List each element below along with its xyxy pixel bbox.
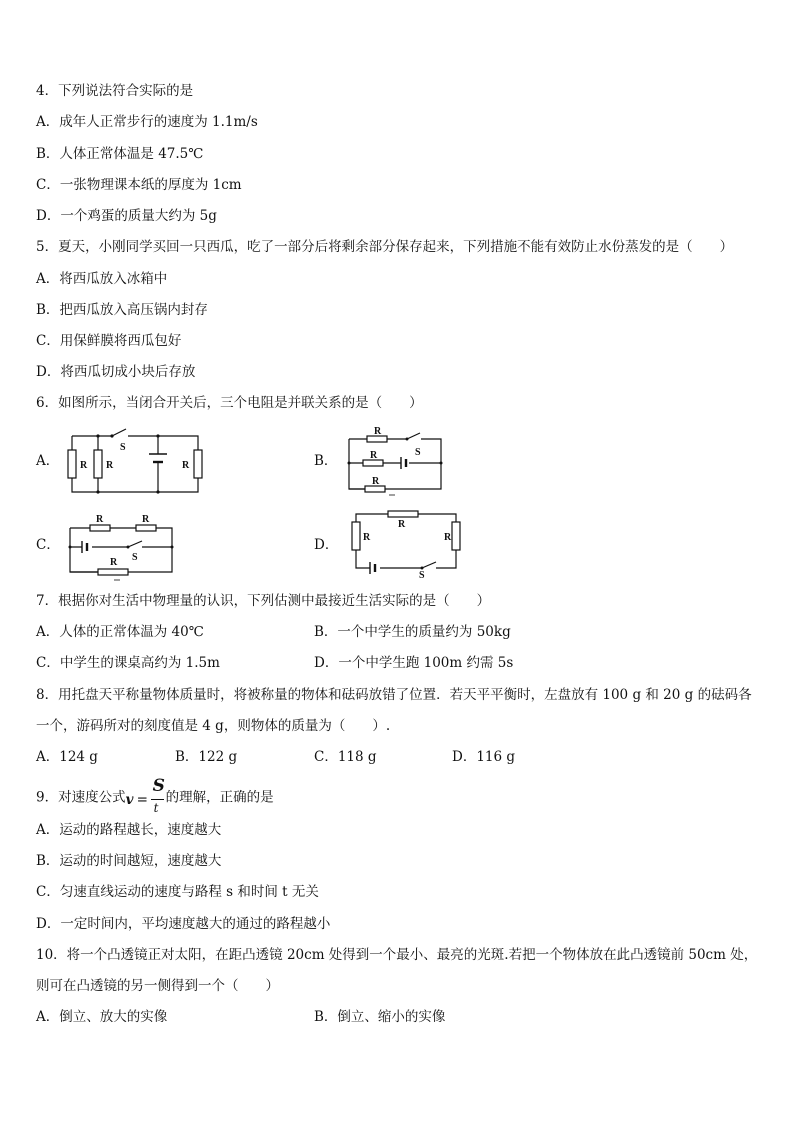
q8-option-d: D．116 g xyxy=(452,749,516,765)
formula-equals: = xyxy=(136,792,148,808)
resistor-label: R xyxy=(80,460,88,471)
resistor-label: R xyxy=(182,460,190,471)
resistor-label: R xyxy=(363,532,371,543)
q8-option-a: A．124 g xyxy=(36,749,98,765)
q6-option-b-label: B． xyxy=(314,453,338,469)
q9-option-a: A．运动的路程越长，速度越大 xyxy=(36,822,222,838)
resistor-label: R xyxy=(372,476,380,487)
q4-option-a: A．成年人正常步行的速度为 1.1m/s xyxy=(36,114,258,130)
q8-option-b: B．122 g xyxy=(175,749,238,765)
q9-stem-suffix: 的理解，正确的是 xyxy=(165,789,274,806)
circuit-diagram-c xyxy=(66,510,176,580)
resistor-label: R xyxy=(374,426,382,437)
resistor-label: R xyxy=(398,519,406,530)
q7-option-c: C．中学生的课桌高约为 1.5m xyxy=(36,655,220,671)
formula-v: v xyxy=(125,792,134,808)
q5-option-b: B．把西瓜放入高压锅内封存 xyxy=(36,302,208,318)
switch-label: S xyxy=(415,447,421,458)
q9-option-d: D．一定时间内，平均速度越大的通过的路程越小 xyxy=(36,916,331,932)
q4-stem: 4．下列说法符合实际的是 xyxy=(36,83,194,99)
q7-option-a: A．人体的正常体温为 40℃ xyxy=(36,624,204,640)
circuit-diagram-d xyxy=(348,506,464,581)
q10-option-a: A．倒立、放大的实像 xyxy=(36,1009,168,1025)
resistor-label: R xyxy=(96,514,104,525)
q4-option-c: C．一张物理课本纸的厚度为 1cm xyxy=(36,177,242,193)
q5-stem: 5．夏天，小刚同学买回一只西瓜，吃了一部分后将剩余部分保存起来，下列措施不能有效防止水份蒸发的是（ ） xyxy=(36,239,734,255)
resistor-label: R xyxy=(142,514,150,525)
q9-option-c: C．匀速直线运动的速度与路程 s 和时间 t 无关 xyxy=(36,884,319,900)
q4-option-b: B．人体正常体温是 47.5℃ xyxy=(36,146,204,162)
resistor-label: R xyxy=(370,450,378,461)
q6-option-a-label: A． xyxy=(36,453,60,469)
q5-option-a: A．将西瓜放入冰箱中 xyxy=(36,271,168,287)
q6-stem: 6．如图所示，当闭合开关后，三个电阻是并联关系的是（ ） xyxy=(36,395,423,411)
q7-stem: 7．根据你对生活中物理量的认识，下列估测中最接近生活实际的是（ ） xyxy=(36,593,491,609)
formula-denominator: t xyxy=(153,801,159,815)
q9-stem-prefix: 9．对速度公式 xyxy=(36,789,126,806)
q6-option-c-label: C． xyxy=(36,537,60,553)
formula-numerator: S xyxy=(152,776,165,796)
switch-label: S xyxy=(120,442,126,453)
circuit-diagram-a xyxy=(66,432,206,496)
q7-option-b: B．一个中学生的质量约为 50kg xyxy=(314,624,511,640)
switch-label: S xyxy=(419,570,425,581)
q8-stem-line1: 8．用托盘天平称量物体质量时，将被称量的物体和砝码放错了位置．若天平平衡时，左盘放有 100 g 和 20 g 的砝码各 xyxy=(36,687,752,703)
q10-stem-line2: 则可在凸透镜的另一侧得到一个（ ） xyxy=(36,978,279,994)
q8-stem-line2: 一个，游码所对的刻度值是 4 g，则物体的质量为（ ）. xyxy=(36,718,391,734)
resistor-label: R xyxy=(110,557,118,568)
q9-stem xyxy=(36,776,274,815)
q5-option-c: C．用保鲜膜将西瓜包好 xyxy=(36,333,182,349)
q4-option-d: D．一个鸡蛋的质量大约为 5g xyxy=(36,208,217,224)
q8-option-c: C．118 g xyxy=(314,749,377,765)
resistor-label: R xyxy=(106,460,114,471)
q10-stem-line1: 10．将一个凸透镜正对太阳，在距凸透镜 20cm 处得到一个最小、最亮的光斑.若把一个物体放在此凸透镜前 50cm 处， xyxy=(36,947,758,963)
q7-option-d: D．一个中学生跑 100m 约需 5s xyxy=(314,655,514,671)
q9-option-b: B．运动的时间越短，速度越大 xyxy=(36,853,222,869)
switch-label: S xyxy=(132,552,138,563)
q6-option-d-label: D． xyxy=(314,537,339,553)
resistor-label: R xyxy=(444,532,452,543)
q10-option-b: B．倒立、缩小的实像 xyxy=(314,1009,446,1025)
circuit-diagram-b xyxy=(345,428,445,494)
speed-formula xyxy=(125,776,166,815)
q5-option-d: D．将西瓜切成小块后存放 xyxy=(36,364,196,380)
